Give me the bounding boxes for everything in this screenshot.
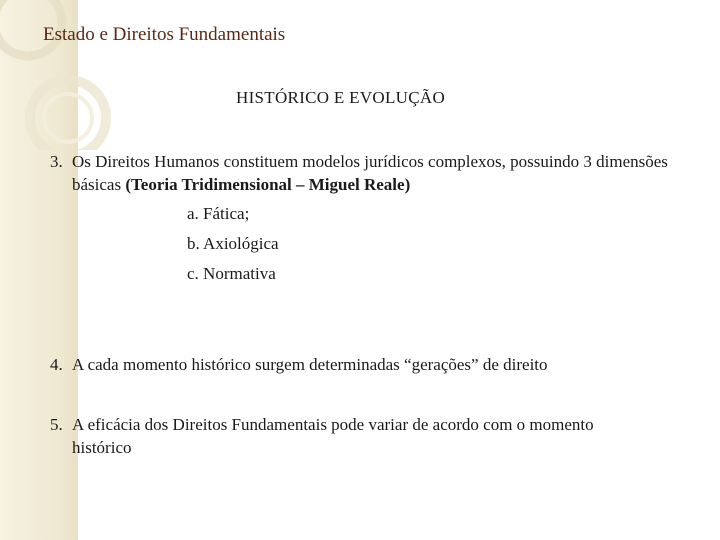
item-text-regular: Os Direitos Humanos constituem modelos jurídicos complexos, possuindo 3 dimensões básicas (72, 152, 668, 194)
item-text: A eficácia dos Direitos Fundamentais pode variar de acordo com o momento histórico (72, 415, 594, 457)
dimension-item: b. Axiológica (187, 234, 279, 253)
item-number: 4. (50, 355, 63, 374)
item-text-bold: (Teoria Tridimensional – Miguel Reale) (125, 175, 411, 194)
list-item-3 (50, 150, 690, 196)
item-number: 5. (50, 415, 63, 434)
left-decorative-band (0, 0, 78, 540)
slide-subtitle: HISTÓRICO E EVOLUÇÃO (236, 88, 446, 107)
dimension-item: a. Fática; (187, 204, 250, 223)
list-item-5 (50, 413, 630, 459)
item-number: 3. (50, 152, 63, 171)
item-text: A cada momento histórico surgem determinadas “gerações” de direito (72, 355, 548, 374)
item-text (50, 150, 690, 196)
list-item-4 (50, 353, 690, 376)
slide-title: Estado e Direitos Fundamentais (43, 24, 286, 45)
dimension-item: c. Normativa (187, 264, 276, 283)
